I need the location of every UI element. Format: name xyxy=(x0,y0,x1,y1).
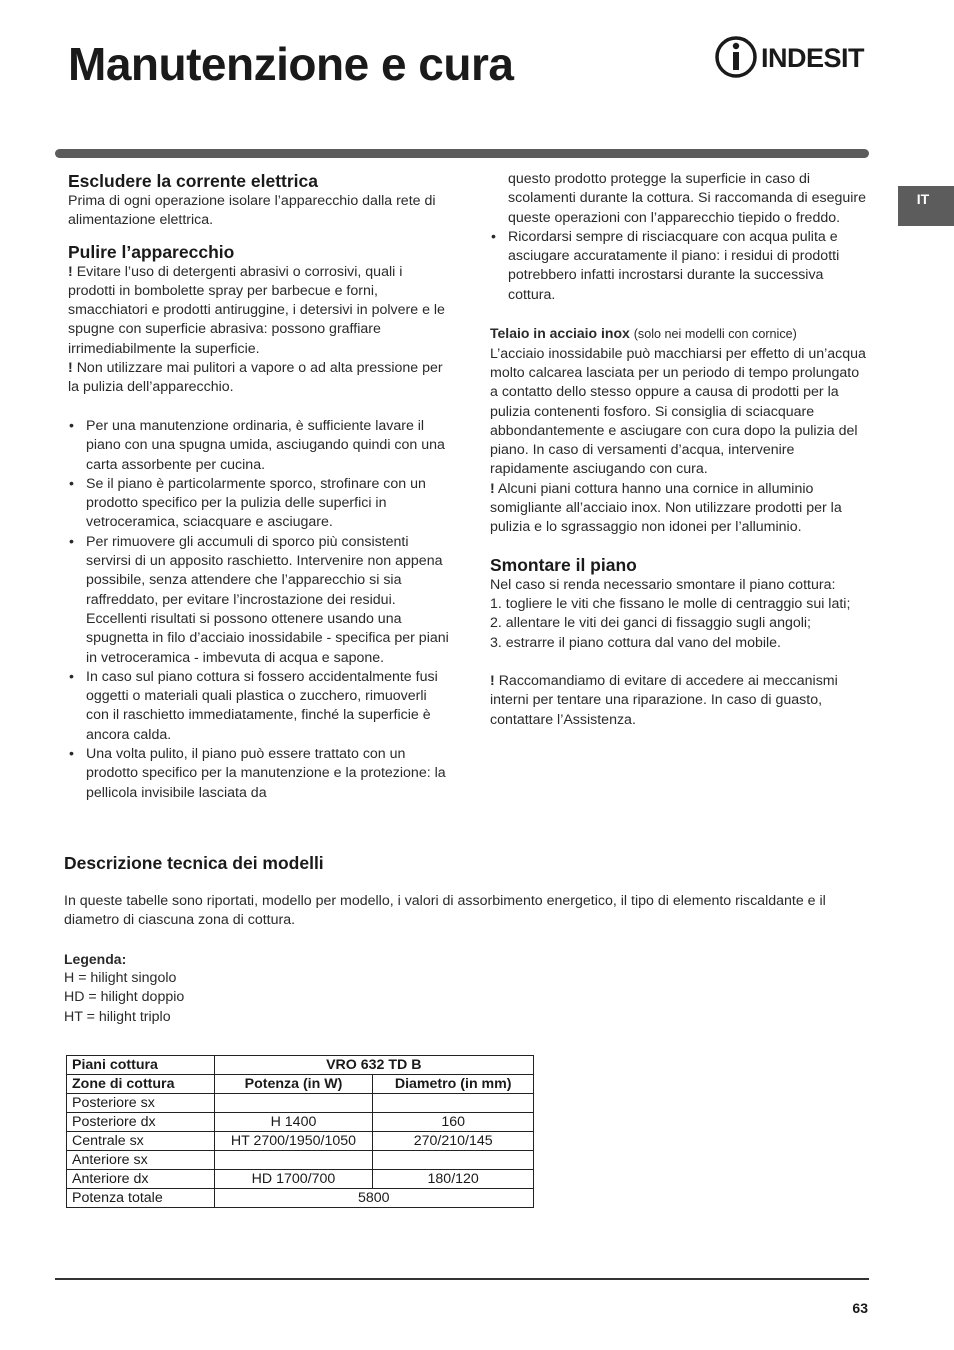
legend-item: H = hilight singolo xyxy=(64,970,177,987)
list-item: • Se il piano è particolarmente sporco, strofinare con un prodotto specifico per la pulizia delle superfici in vetroceramica, sciacquare e asciugare. xyxy=(68,475,453,533)
svg-text:INDESIT: INDESIT xyxy=(761,43,865,73)
warning-paragraph: ! Evitare l’uso di detergenti abrasivi o corrosivi, quali i prodotti in bombolette spray per barbecue e forni, smacchiatori e prodotti antiruggine, i detersivi in polvere e le spugne con superficie abrasiva: possono graffiare irrimediabilmente la superficie. xyxy=(68,263,445,357)
legend-item: HT = hilight triplo xyxy=(64,1008,171,1025)
diameter-cell: 270/210/145 xyxy=(373,1132,534,1151)
right-column xyxy=(490,170,870,730)
power-cell xyxy=(214,1094,373,1113)
table-header-cell: Potenza (in W) xyxy=(214,1075,373,1094)
zone-cell: Posteriore sx xyxy=(67,1094,215,1113)
list-item: • In caso sul piano cottura si fossero accidentalmente fusi oggetti o materiali quali plastica o zucchero, rimuoverli con il raschietto immediatamente, finché la superficie è ancora calda. xyxy=(68,668,453,745)
zone-cell: Centrale sx xyxy=(67,1132,215,1151)
warning-paragraph: ! Non utilizzare mai pulitori a vapore o ad alta pressione per la pulizia dell’apparecchio. xyxy=(68,360,443,396)
warning-paragraph: ! Raccomandiamo di evitare di accedere ai meccanismi interni per tentare una riparazione. In caso di guasto, contattare l’Assistenza. xyxy=(490,673,838,728)
section-heading-corrente: Escludere la corrente elettrica xyxy=(68,171,318,191)
warning-paragraph: ! Alcuni piani cottura hanno una cornice in alluminio somigliante all’acciaio inox. Non utilizzare prodotti per la pulizia e lo sgrassaggio non idonei per l’alluminio. xyxy=(490,480,842,536)
table-row xyxy=(67,1132,534,1151)
section-heading-smontare: Smontare il piano xyxy=(490,554,637,575)
table-header-cell: Zone di cottura xyxy=(67,1075,215,1094)
section-heading-descrizione: Descrizione tecnica dei modelli xyxy=(64,853,324,873)
spec-table xyxy=(66,1055,534,1208)
legend-item: HD = hilight doppio xyxy=(64,989,185,1006)
list-item: • Per una manutenzione ordinaria, è sufficiente lavare il piano con una spugna umida, asciugando quindi con una carta assorbente per cucina. xyxy=(68,417,453,475)
power-cell: HD 1700/700 xyxy=(214,1170,373,1189)
warning-icon: ! xyxy=(68,360,73,377)
technical-intro: In queste tabelle sono riportati, modello per modello, i valori di assorbimento energetico, il tipo di elemento riscaldante e il diametro di ciascuna zona di cottura. xyxy=(64,893,826,929)
cleaning-list xyxy=(68,417,453,803)
power-cell xyxy=(214,1151,373,1170)
zone-cell: Anteriore dx xyxy=(67,1170,215,1189)
diameter-cell xyxy=(373,1094,534,1113)
power-cell: H 1400 xyxy=(214,1113,373,1132)
list-item: • Ricordarsi sempre di risciacquare con acqua pulita e asciugare accuratamente il piano: i residui di prodotti potrebbero infatti incrostarsi durante la successiva cottura. xyxy=(490,228,870,305)
total-value-cell: 5800 xyxy=(214,1189,533,1208)
table-header-row xyxy=(67,1056,534,1075)
section-text-telaio: L’acciaio inossidabile può macchiarsi per effetto di un’acqua molto calcarea lasciata per un periodo di tempo prolungato a contatto dello stesso oppure a causa di prodotti per la pulizia contenenti fosforo. Si consiglia di sciacquare abbondantemente e asciugare con cura dopo la pulizia del piano. In caso di versamenti d’acqua, intervenire rapidamente asciugando con cura. xyxy=(490,345,866,478)
table-row xyxy=(67,1151,534,1170)
diameter-cell: 180/120 xyxy=(373,1170,534,1189)
list-item: • Per rimuovere gli accumuli di sporco più consistenti servirsi di un apposito raschietto. Intervenire non appena possibile, senza attendere che l’apparecchio si sia raffreddato, per evitare l’incrostazione dei residui. Eccellenti risultati si possono ottenere usando una spugnetta in filo d’acciaio inossidabile - specifica per piani in vetroceramica - imbevuta di acqua e sapone. xyxy=(68,533,453,668)
diameter-cell xyxy=(373,1151,534,1170)
header-divider-bar xyxy=(55,149,869,158)
page-number: 63 xyxy=(852,1300,868,1316)
legend-title: Legenda: xyxy=(64,950,127,967)
list-item: • Una volta pulito, il piano può essere trattato con un prodotto specifico per la manutenzione e la protezione: la pellicola invisibile lasciata da xyxy=(68,745,453,803)
warning-icon: ! xyxy=(68,263,73,280)
zone-cell: Posteriore dx xyxy=(67,1113,215,1132)
step-item: 3. estrarre il piano cottura dal vano del mobile. xyxy=(490,634,782,651)
model-cell: VRO 632 TD B xyxy=(214,1056,533,1075)
diameter-cell: 160 xyxy=(373,1113,534,1132)
table-header-cell: Piani cottura xyxy=(67,1056,215,1075)
indesit-logo xyxy=(714,34,870,80)
table-total-row xyxy=(67,1189,534,1208)
language-tab: IT xyxy=(898,186,954,226)
table-row xyxy=(67,1094,534,1113)
rinse-list xyxy=(490,228,870,305)
technical-description xyxy=(64,852,864,1027)
list-continuation: questo prodotto protegge la superficie in caso di scolamenti durante la cottura. Si raccomanda di eseguire queste operazioni con l’apparecchio tiepido o freddo. xyxy=(508,171,867,226)
power-cell: HT 2700/1950/1050 xyxy=(214,1132,373,1151)
zone-cell: Anteriore sx xyxy=(67,1151,215,1170)
warning-icon: ! xyxy=(490,480,495,497)
section-text-corrente: Prima di ogni operazione isolare l’apparecchio dalla rete di alimentazione elettrica. xyxy=(68,193,436,229)
total-label-cell: Potenza totale xyxy=(67,1189,215,1208)
section-text-smontare: Nel caso si renda necessario smontare il piano cottura: xyxy=(490,576,836,593)
warning-icon: ! xyxy=(490,673,495,690)
step-item: 1. togliere le viti che fissano le molle di centraggio sui lati; xyxy=(490,595,851,612)
table-header-row xyxy=(67,1075,534,1094)
table-header-cell: Diametro (in mm) xyxy=(373,1075,534,1094)
subheading-telaio: Telaio in acciaio inox (solo nei modelli con cornice) xyxy=(490,325,797,342)
page-title: Manutenzione e cura xyxy=(68,38,514,90)
step-item: 2. allentare le viti dei ganci di fissaggio sugli angoli; xyxy=(490,615,811,632)
section-heading-pulire: Pulire l’apparecchio xyxy=(68,241,235,262)
table-row xyxy=(67,1113,534,1132)
table-row xyxy=(67,1170,534,1189)
footer-divider xyxy=(55,1278,869,1280)
left-column xyxy=(68,170,453,803)
